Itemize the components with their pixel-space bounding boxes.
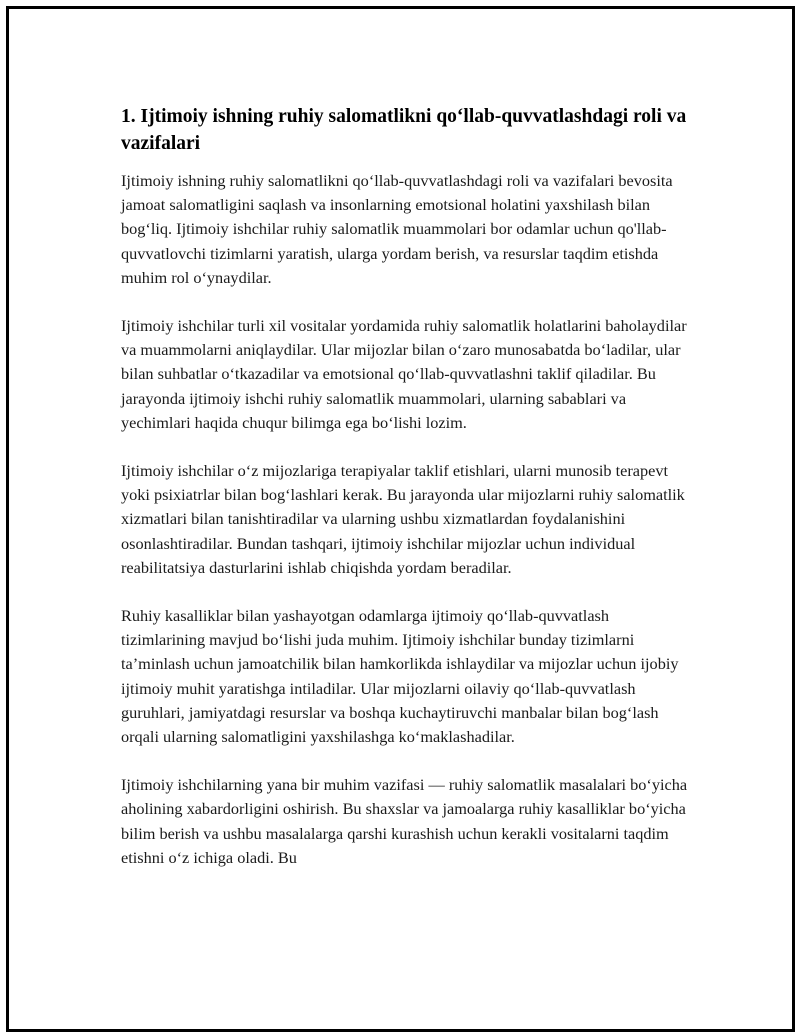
paragraph-5: Ijtimoiy ishchilarning yana bir muhim vazifasi — ruhiy salomatlik masalalari bo‘yicha aholining xabardorligini oshirish. Bu shaxslar va jamoalarga ruhiy kasalliklar bo‘yicha bilim berish va ushbu masalalarga qarshi kurashish uchun kerakli vositalarni taqdim etishni o‘z ichiga oladi. Bu xyxy=(121,775,688,867)
section-heading: 1. Ijtimoiy ishning ruhiy salomatlikni qo‘llab-quvvatlashdagi roli va vazifalari xyxy=(121,106,687,154)
paragraph-4: Ruhiy kasalliklar bilan yashayotgan odamlarga ijtimoiy qo‘llab-quvvatlash tizimlarining mavjud bo‘lishi juda muhim. Ijtimoiy ishchilar bunday tizimlarni ta’minlash uchun jamoatchilik bilan hamkorlikda ishlaydilar va mijozlar uchun ijobiy ijtimoiy muhit yaratishga intiladilar. Ular mijozlarni oilaviy qo‘llab-quvvatlash guruhlari, jamiyatdagi resurslar va boshqa kuchaytiruvchi manbalar bilan bog‘lash orqali ularning salomatligini yaxshilashga ko‘maklashadilar. xyxy=(121,606,679,747)
paragraph-1: Ijtimoiy ishning ruhiy salomatlikni qo‘llab-quvvatlashdagi roli va vazifalari bevosita jamoat salomatligini saqlash va insonlarning emotsional holatini yaxshilash bilan bog‘liq. Ijtimoiy ishchilar ruhiy salomatlik muammolari bor odamlar uchun qo'llab-quvvatlovchi tizimlarni yaratish, ularga yordam berish, va resurslar taqdim etishda muhim rol o‘ynaydilar. xyxy=(121,171,673,287)
document-page xyxy=(6,6,795,1032)
paragraph-3: Ijtimoiy ishchilar o‘z mijozlariga terapiyalar taklif etishlari, ularni munosib terapevt yoki psixiatrlar bilan bog‘lashlari kerak. Bu jarayonda ular mijozlarni ruhiy salomatlik xizmatlari bilan tanishtiradilar va ularning ushbu xizmatlardan foydalanishini osonlashtiradilar. Bundan tashqari, ijtimoiy ishchilar mijozlar uchun individual reabilitatsiya dasturlarini ishlab chiqishda yordam beradilar. xyxy=(121,461,685,577)
paragraph-2: Ijtimoiy ishchilar turli xil vositalar yordamida ruhiy salomatlik holatlarini baholaydilar va muammolarni aniqlaydilar. Ular mijozlar bilan o‘zaro munosabatda bo‘ladilar, ular bilan suhbatlar o‘tkazadilar va emotsional qo‘llab-quvvatlashni taklif qiladilar. Bu jarayonda ijtimoiy ishchi ruhiy salomatlik muammolari, ularning sabablari va yechimlari haqida chuqur bilimga ega bo‘lishi lozim. xyxy=(121,316,687,432)
document-body xyxy=(121,103,693,894)
